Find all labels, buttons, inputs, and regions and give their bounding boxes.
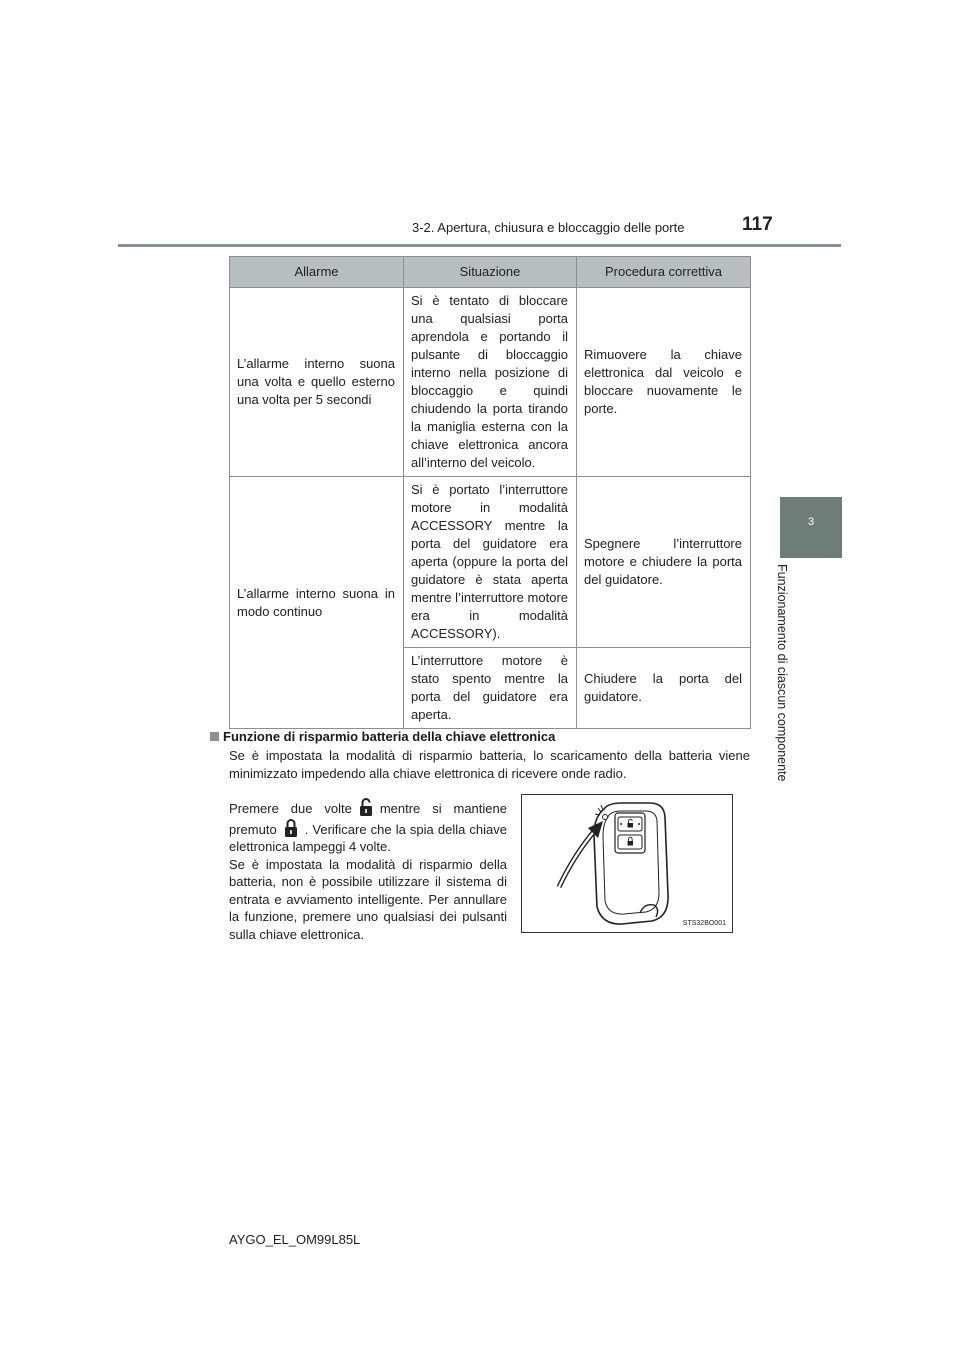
header-procedure: Procedura correttiva <box>577 257 751 288</box>
key-figure <box>521 794 733 933</box>
procedure-cell: Spegnere l’interruttore motore e chiudere la porta del guidatore. <box>577 477 751 648</box>
figure-code: STS32BO001 <box>682 920 726 927</box>
instruction-part: mentre si mantiene premuto <box>229 801 507 837</box>
header-alarm: Allarme <box>230 257 404 288</box>
procedure-cell: Rimuovere la chiave elettronica dal veicolo e bloccare nuovamente le porte. <box>577 288 751 477</box>
chapter-number: 3 <box>807 516 815 528</box>
situation-cell: Si è portato l’interruttore motore in modalità ACCESSORY mentre la porta del guidatore era aperta (oppure la porta del guidatore è stata aperta mentre l’interruttore motore era in modalità ACCESSORY). <box>404 477 577 648</box>
chapter-title-vertical <box>775 564 805 794</box>
alarm-cell: L’allarme interno suona una volta e quello esterno una volta per 5 secondi <box>230 288 404 477</box>
instruction-part: . Verificare che la spia della chiave elettronica lampeggi 4 volte. <box>229 821 507 854</box>
header-situation: Situazione <box>404 257 577 288</box>
square-bullet-icon <box>210 732 219 741</box>
alarm-table <box>229 256 751 729</box>
table-row <box>230 288 751 477</box>
section-heading <box>210 729 555 744</box>
instruction-text <box>229 797 507 943</box>
document-code: AYGO_EL_OM99L85L <box>229 1232 361 1247</box>
situation-cell: Si è tentato di bloccare una qualsiasi porta aprendola e portando il pulsante di bloccaggio interno nella posizione di bloccaggio e quindi chiudendo la porta tirando la maniglia esterna con la chiave elettronica ancora all’interno del veicolo. <box>404 288 577 477</box>
section-title: 3-2. Apertura, chiusura e bloccaggio delle porte <box>412 220 685 235</box>
instruction-part: Se è impostata la modalità di risparmio della batteria, non è possibile utilizzare il sistema di entrata e avviamento intelligente. Per annullare la funzione, premere uno qualsiasi dei pulsanti sulla chiave elettronica. <box>229 856 507 942</box>
alarm-cell: L’allarme interno suona in modo continuo <box>230 477 404 729</box>
section-heading-text: Funzione di risparmio batteria della chiave elettronica <box>223 729 556 744</box>
situation-cell: L’interruttore motore è stato spento mentre la porta del guidatore era aperta. <box>404 648 577 729</box>
electronic-key-illustration <box>522 795 732 932</box>
header-rule <box>118 244 841 247</box>
chapter-title: Funzionamento di ciascun componente <box>775 564 789 782</box>
procedure-cell: Chiudere la porta del guidatore. <box>577 648 751 729</box>
lock-icon <box>283 818 299 838</box>
unlock-icon <box>358 797 374 817</box>
page-number: 117 <box>742 214 773 235</box>
section-intro: Se è impostata la modalità di risparmio batteria, lo scaricamento della batteria viene minimizzato impedendo alla chiave elettronica di ricevere onde radio. <box>229 748 750 781</box>
instruction-part: Premere due volte <box>229 801 352 816</box>
table-row <box>230 477 751 648</box>
table-header-row <box>230 257 751 288</box>
